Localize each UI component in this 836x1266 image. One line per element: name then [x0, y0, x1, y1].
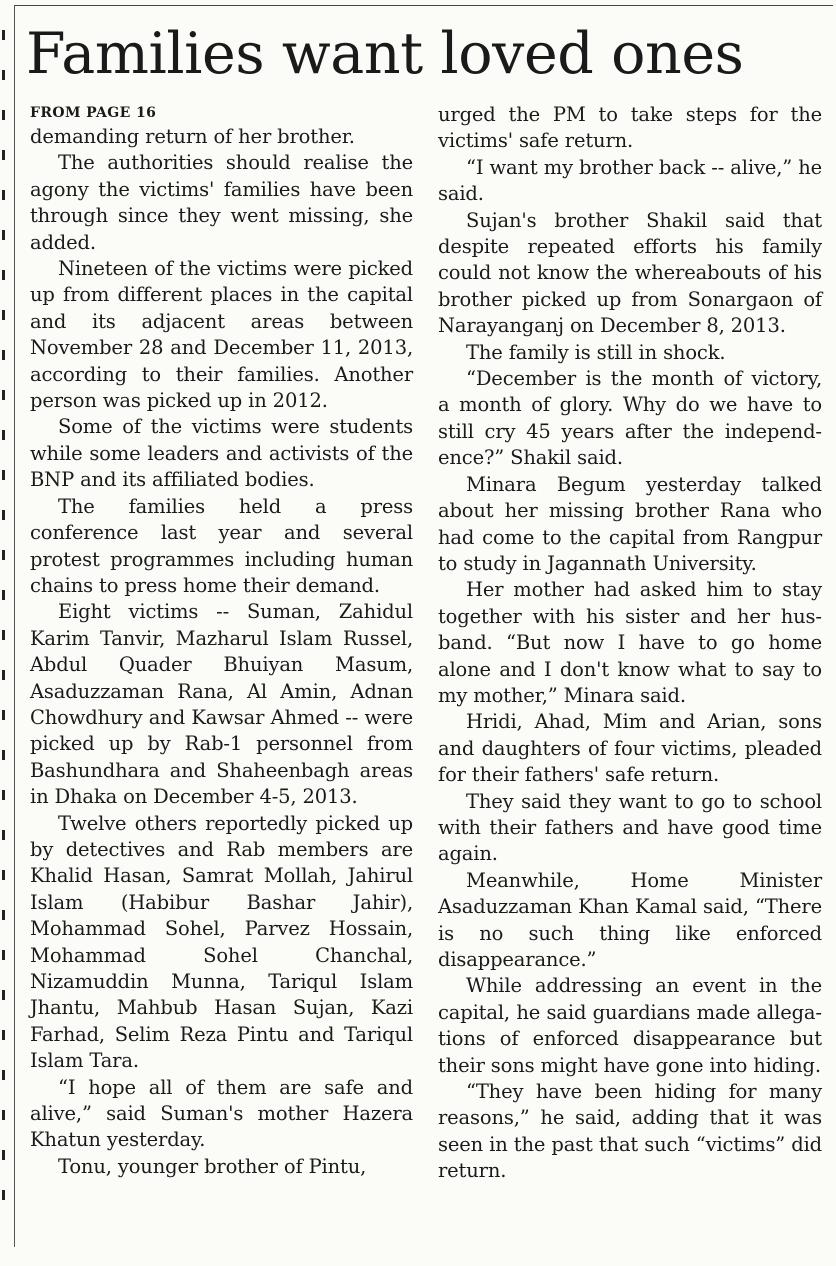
paragraph: Meanwhile, Home Minister Asaduzzaman Khan Kamal said, “There is no such thing like enforced disappearance.”	[438, 868, 822, 971]
paragraph: “I want my brother back -- alive,” he said.	[438, 155, 822, 206]
paragraph: They said they want to go to school with their fathers and have good time again.	[438, 789, 822, 866]
headline: Families want loved ones	[26, 21, 744, 87]
paragraph: Her mother had asked him to stay together with his sister and her husband. “But now I have to go home alone and I don't know what to say to my mother,” Minara said.	[438, 578, 822, 707]
paragraph: Nineteen of the victims were picked up from different places in the capital and its adjacent areas between November 28 and December 11, 2013, according to their families. Another person was picked up in 2012.	[30, 257, 413, 413]
jump-label: FROM PAGE 16	[30, 105, 157, 121]
paragraph: Eight victims -- Suman, Zahidul Karim Tanvir, Mazharul Islam Russel, Abdul Quader Bhuiyan Masum, Asaduzzaman Rana, Al Amin, Adnan Chowdhury and Kawsar Ahmed -- were picked up by Rab-1 personnel from Bashundhara and Shaheenbagh areas in Dhaka on December 4-5, 2013.	[30, 600, 413, 809]
top-rule	[15, 5, 833, 6]
paragraph: Sujan's brother Shakil said that despite repeated efforts his family could not know the whereabouts of his brother picked up from Sonargaon of Narayanganj on December 8, 2013.	[438, 208, 822, 338]
paragraph: “December is the month of victory, a month of glory. Why do we have to still cry 45 years after the independence?” Shakil said.	[438, 367, 822, 470]
paragraph: The families held a press conference last year and several protest programmes including human chains to press home their demand.	[30, 494, 413, 597]
paragraph: Some of the victims were students while some leaders and activists of the BNP and its affiliated bodies.	[30, 415, 413, 492]
paragraph: Twelve others reportedly picked up by detectives and Rab members are Khalid Hasan, Samrat Mollah, Jahirul Islam (Habibur Bashar Jahir), Mohammad Sohel, Parvez Hossain, Mohammad Sohel Chanchal, Nizamuddin Munna, Tariqul Islam Jhantu, Mahbub Hasan Sujan, Kazi Farhad, Selim Reza Pintu and Tariqul Islam Tara.	[30, 811, 413, 1073]
paragraph: While addressing an event in the capital, he said guardians made allegations of enforced disappearance but their sons might have gone into hiding.	[438, 974, 822, 1077]
adjacent-column-edge	[0, 30, 10, 1240]
paragraph: demanding return of her brother.	[30, 125, 355, 148]
paragraph: “I hope all of them are safe and alive,” said Suman's mother Hazera Khatun yesterday.	[30, 1075, 413, 1152]
article-column-left	[30, 102, 413, 1180]
paragraph: Hridi, Ahad, Mim and Arian, sons and daughters of four victims, pleaded for their fathers' safe return.	[438, 710, 822, 787]
article-column-right	[438, 102, 822, 1185]
margin-rule	[14, 5, 15, 1247]
paragraph: “They have been hiding for many reasons,” he said, adding that it was seen in the past that such “victims” did return.	[438, 1080, 822, 1183]
paragraph: Tonu, younger brother of Pintu,	[58, 1154, 367, 1178]
paragraph: The authorities should realise the agony the victims' families have been through since they went missing, she added.	[30, 151, 413, 254]
paragraph: Minara Begum yesterday talked about her missing brother Rana who had come to the capital from Rangpur to study in Jagannath University.	[438, 472, 822, 575]
paragraph: The family is still in shock.	[466, 340, 726, 364]
paragraph: urged the PM to take steps for the victims' safe return.	[438, 103, 822, 153]
